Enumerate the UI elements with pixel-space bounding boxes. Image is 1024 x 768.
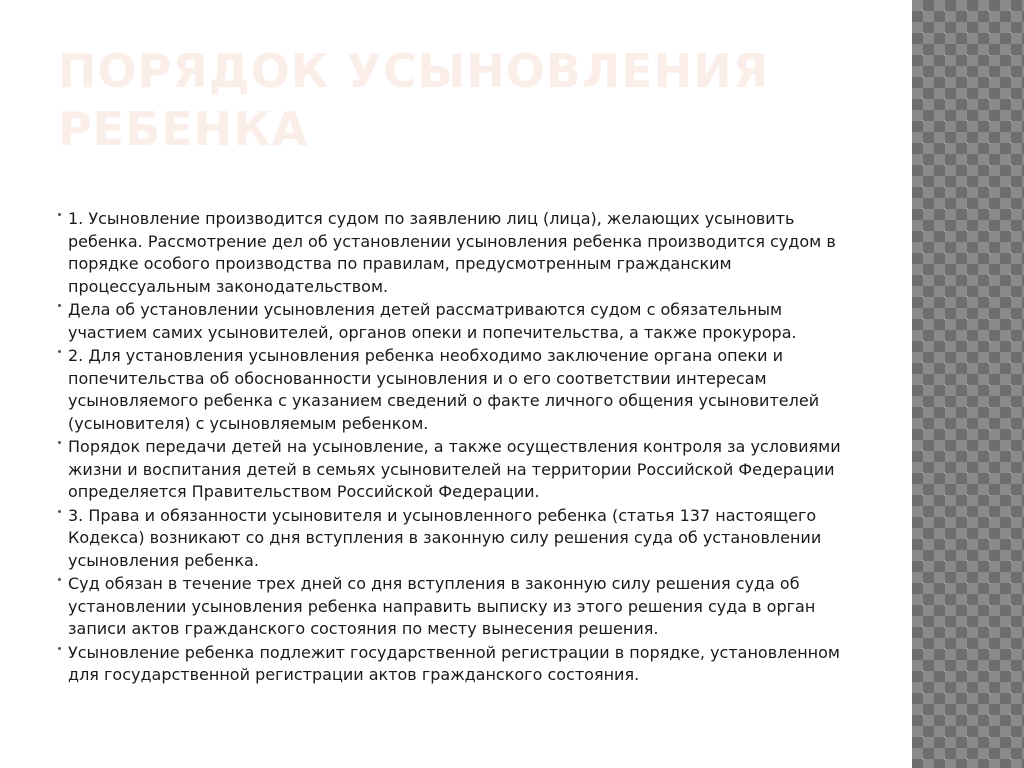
- list-item-text: Порядок передачи детей на усыновление, а также осуществления контроля за условиями жизни и воспитания детей в семьях усыновителей на территории Российской Федерации определяется Правительством Российской Федерации.: [68, 437, 841, 501]
- decorative-side-pattern: [912, 0, 1024, 768]
- bullet-icon: [58, 441, 61, 444]
- bullet-icon: [58, 304, 61, 307]
- list-item: [58, 208, 858, 298]
- list-item: [58, 299, 858, 344]
- list-item: [58, 436, 858, 504]
- bullet-icon: [58, 350, 61, 353]
- list-item-text: Усыновление ребенка подлежит государственной регистрации в порядке, установленном для государственной регистрации актов гражданского состояния.: [68, 642, 840, 684]
- slide-title-line-1: ПОРЯДОК УСЫНОВЛЕНИЯ: [58, 44, 770, 98]
- bullet-icon: [58, 510, 61, 513]
- bullet-icon: [58, 647, 61, 650]
- list-item-text: 2. Для установления усыновления ребенка необходимо заключение органа опеки и попечительства об обоснованности усыновления и о его соответствии интересам усыновляемого ребенка с указанием сведений о факте личного общения усыновителей (усыновителя) с усыновляемым ребенком.: [68, 346, 820, 433]
- list-item: [58, 505, 858, 573]
- list-item-text: Дела об установлении усыновления детей рассматриваются судом с обязательным участием самих усыновителей, органов опеки и попечительства, а также прокурора.: [68, 300, 797, 342]
- list-item: [58, 573, 858, 641]
- bullet-list: [58, 208, 858, 688]
- list-item-text: 3. Права и обязанности усыновителя и усыновленного ребенка (статья 137 настоящего Кодекса) возникают со дня вступления в законную силу решения суда об установлении усыновления ребенка.: [68, 505, 822, 570]
- bullet-icon: [58, 578, 61, 581]
- bullet-icon: [58, 213, 61, 216]
- list-item: [58, 345, 858, 435]
- slide-title: [58, 42, 878, 158]
- list-item: [58, 642, 858, 687]
- slide-title-line-2: РЕБЕНКА: [58, 102, 309, 156]
- list-item-text: Суд обязан в течение трех дней со дня вступления в законную силу решения суда об установлении усыновления ребенка направить выписку из этого решения суда в орган записи актов гражданского состояния по месту вынесения решения.: [68, 574, 816, 638]
- list-item-text: 1. Усыновление производится судом по заявлению лиц (лица), желающих усыновить ребенка. Рассмотрение дел об установлении усыновления ребенка производится судом в порядке особого производства по правилам, предусмотренным гражданским процессуальным законодательством.: [68, 209, 836, 296]
